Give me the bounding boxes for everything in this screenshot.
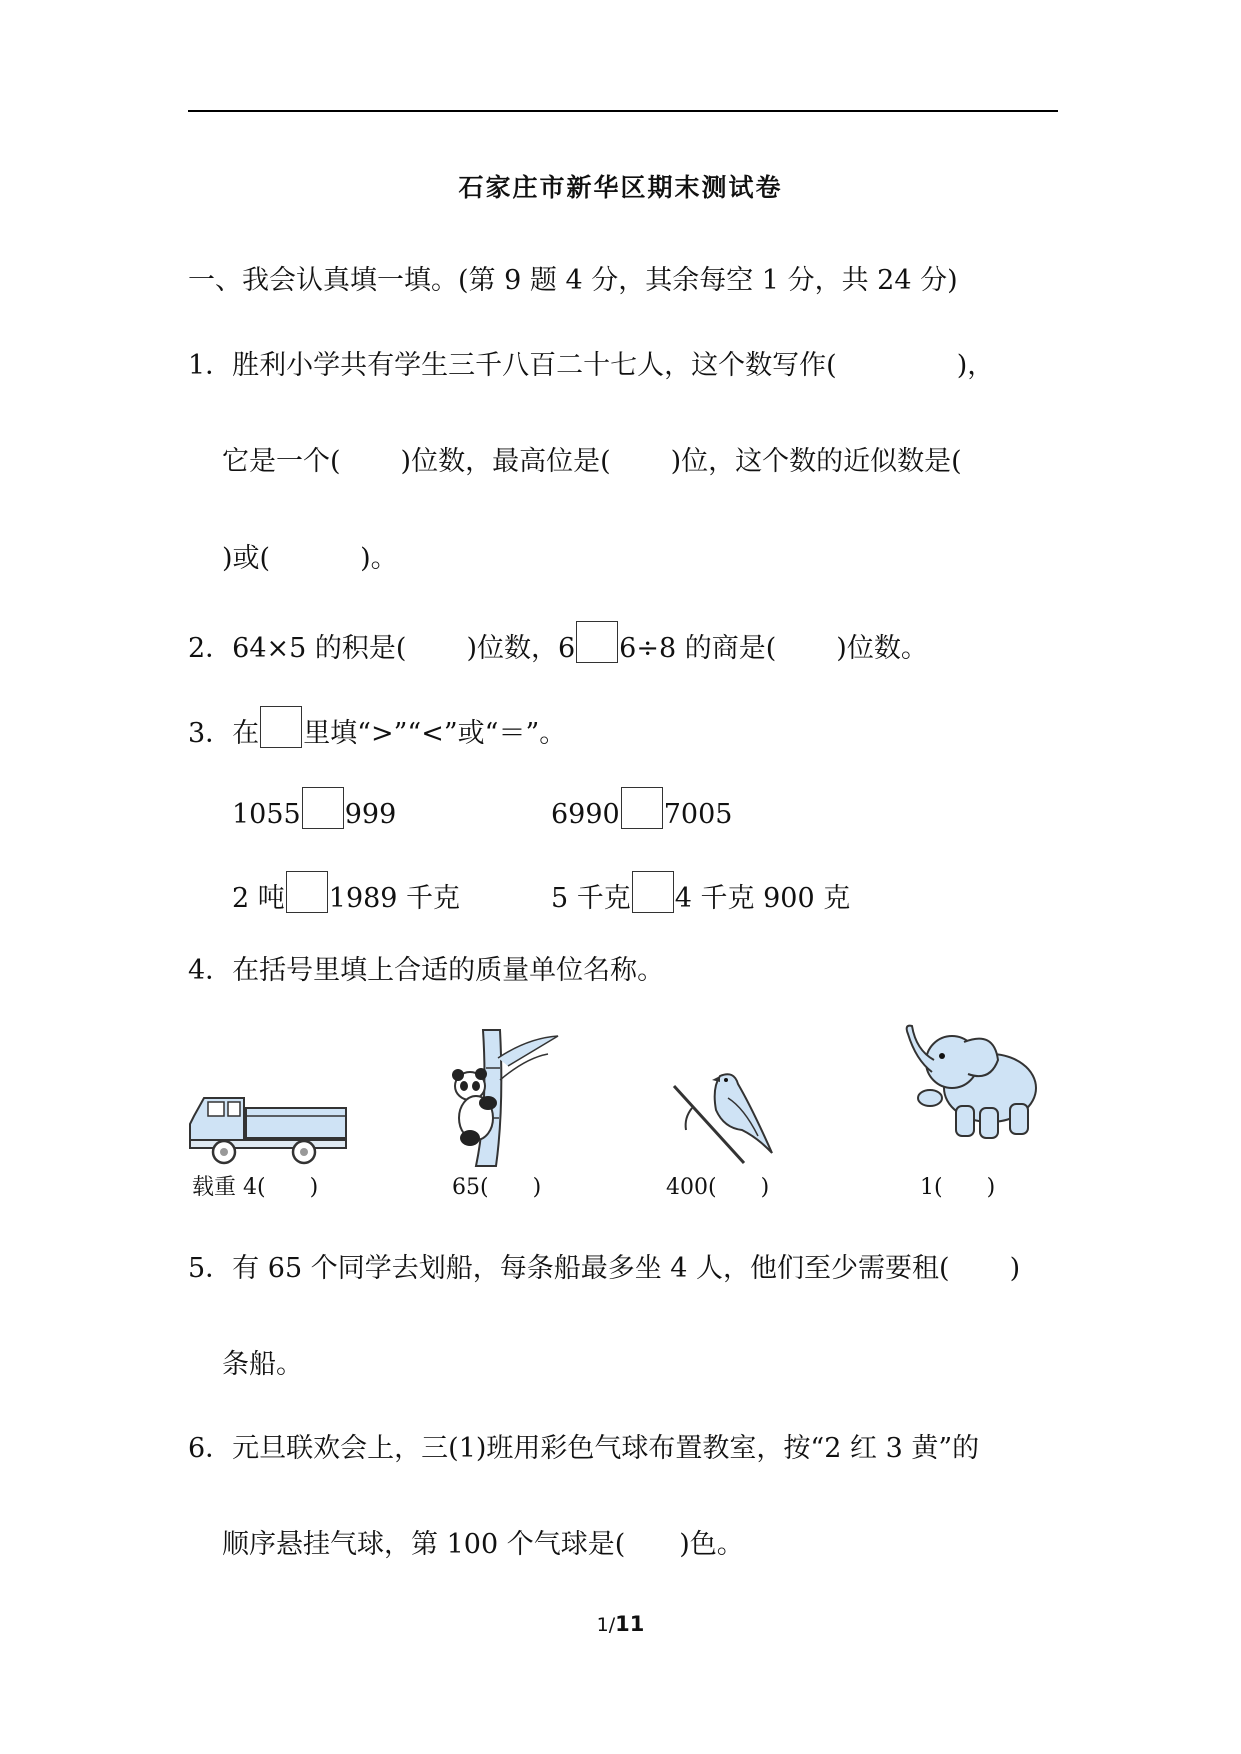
question-3 — [188, 706, 566, 751]
answer-box[interactable] — [576, 621, 618, 663]
compare-right: 1989 千克 — [328, 883, 461, 914]
compare-1a — [232, 787, 396, 832]
q5-text-a: 5．有 65 个同学去划船，每条船最多坐 4 人，他们至少需要租( — [188, 1253, 950, 1284]
q1-text-b1: 它是一个( — [222, 446, 341, 477]
compare-2b — [551, 871, 850, 916]
q2-text-1: 2．64×5 的积是( — [188, 633, 407, 664]
q3-text-1: 3．在 — [188, 718, 260, 749]
compare-left: 6990 — [551, 799, 620, 830]
question-6-line-2: 顺序悬挂气球，第 100 个气球是( )色。 — [222, 1529, 744, 1560]
q5-text-a-end: ) — [1009, 1253, 1021, 1284]
page-footer — [0, 1612, 1241, 1636]
compare-box[interactable] — [302, 787, 344, 829]
q1-text-c1: )或( — [222, 543, 271, 574]
question-2 — [188, 621, 928, 666]
compare-left: 1055 — [232, 799, 301, 830]
bird-icon — [672, 1058, 784, 1166]
q2-text-4: )位数。 — [836, 633, 928, 664]
q1-text-b3: )位，这个数的近似数是( — [670, 446, 962, 477]
question-1-line-2 — [222, 445, 962, 479]
q1-text-a: 1．胜利小学共有学生三千八百二十七人，这个数写作( — [188, 350, 837, 381]
compare-2a — [232, 871, 460, 916]
page-title: 石家庄市新华区期末测试卷 — [458, 173, 783, 202]
caption-truck: 载重 4( ) — [192, 1175, 319, 1200]
compare-left: 2 吨 — [232, 883, 285, 914]
caption-elephant: 1( ) — [920, 1175, 996, 1200]
compare-left: 5 千克 — [551, 883, 631, 914]
q1-text-a-end: )， — [956, 350, 995, 381]
compare-box[interactable] — [286, 871, 328, 913]
question-6-line-1: 6．元旦联欢会上，三(1)班用彩色气球布置教室，按“2 红 3 黄”的 — [188, 1433, 980, 1464]
compare-right: 4 千克 900 克 — [674, 883, 851, 914]
compare-box[interactable] — [621, 787, 663, 829]
section-heading: 一、我会认真填一填。(第 9 题 4 分，其余每空 1 分，共 24 分) — [188, 265, 958, 296]
elephant-icon — [898, 1020, 1046, 1145]
q1-text-c2: )。 — [360, 543, 398, 574]
compare-box-example — [260, 706, 302, 748]
caption-bird: 400( ) — [666, 1175, 770, 1200]
question-1-line-3 — [222, 542, 398, 576]
compare-1b — [551, 787, 732, 832]
question-1-line-1 — [188, 349, 994, 383]
panda-icon — [448, 1028, 573, 1168]
compare-right: 7005 — [663, 799, 733, 830]
question-4: 4．在括号里填上合适的质量单位名称。 — [188, 955, 665, 986]
caption-panda: 65( ) — [452, 1175, 542, 1200]
q2-text-3: 6÷8 的商是( — [619, 633, 777, 664]
q1-text-b2: )位数，最高位是( — [400, 446, 611, 477]
truck-icon — [186, 1086, 351, 1171]
q2-text-2: )位数，6 — [466, 633, 576, 664]
question-5-line-2: 条船。 — [222, 1349, 303, 1380]
question-5-line-1 — [188, 1252, 1020, 1286]
compare-right: 999 — [344, 799, 397, 830]
compare-box[interactable] — [632, 871, 674, 913]
top-rule — [188, 110, 1058, 112]
page-total: 11 — [615, 1612, 645, 1636]
page-number: 1/ — [596, 1614, 616, 1636]
q3-text-2: 里填“>”“<”或“＝”。 — [303, 718, 567, 749]
